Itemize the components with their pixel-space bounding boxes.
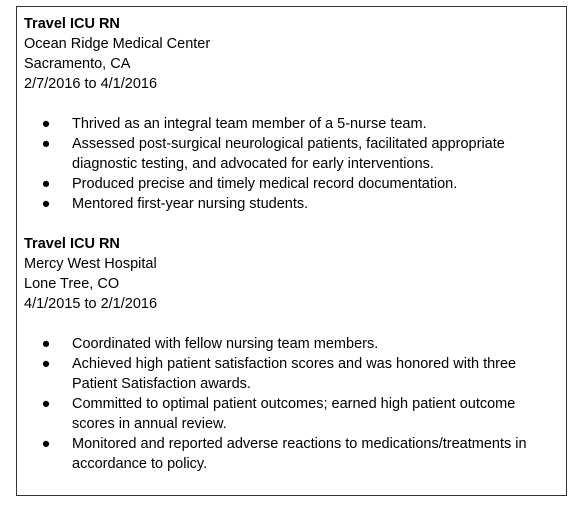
job-duties-list [24,114,554,214]
job-location: Lone Tree, CO [24,276,120,292]
job-dates: 4/1/2015 to 2/1/2016 [24,296,158,312]
duty-list-item [24,334,554,354]
bullet-icon: ● [41,336,51,352]
job-title: Travel ICU RN [24,16,120,32]
duty-text: Committed to optimal patient outcomes; earned high patient outcome scores in annual review. [72,396,516,432]
employer-name: Ocean Ridge Medical Center [24,36,211,52]
duty-text: Produced precise and timely medical record documentation. [72,176,458,192]
job-duties-list [24,334,554,474]
duty-list-item [24,194,554,214]
bullet-icon: ● [41,396,51,412]
resume-experience-section [24,14,554,474]
duty-text: Assessed post-surgical neurological patients, facilitated appropriate diagnostic testing, and advocated for early interventions. [72,136,505,172]
bullet-icon: ● [41,356,51,372]
bullet-icon: ● [41,116,51,132]
bullet-icon: ● [41,196,51,212]
duty-list-item [24,354,554,394]
duty-list-item [24,394,554,434]
employer-name: Mercy West Hospital [24,256,157,272]
job-location: Sacramento, CA [24,56,131,72]
bullet-icon: ● [41,136,51,152]
job-dates: 2/7/2016 to 4/1/2016 [24,76,158,92]
job-title: Travel ICU RN [24,236,120,252]
job-entry-1 [24,14,554,214]
duty-list-item [24,114,554,134]
duty-list-item [24,434,554,474]
duty-text: Monitored and reported adverse reactions to medications/treatments in accordance to policy. [72,436,527,472]
duty-text: Mentored first-year nursing students. [72,196,309,212]
bullet-icon: ● [41,436,51,452]
duty-text: Thrived as an integral team member of a 5-nurse team. [72,116,427,132]
duty-list-item [24,174,554,194]
duty-text: Coordinated with fellow nursing team members. [72,336,379,352]
duty-text: Achieved high patient satisfaction scores and was honored with three Patient Satisfaction awards. [72,356,517,392]
bullet-icon: ● [41,176,51,192]
duty-list-item [24,134,554,174]
job-entry-2 [24,234,554,474]
